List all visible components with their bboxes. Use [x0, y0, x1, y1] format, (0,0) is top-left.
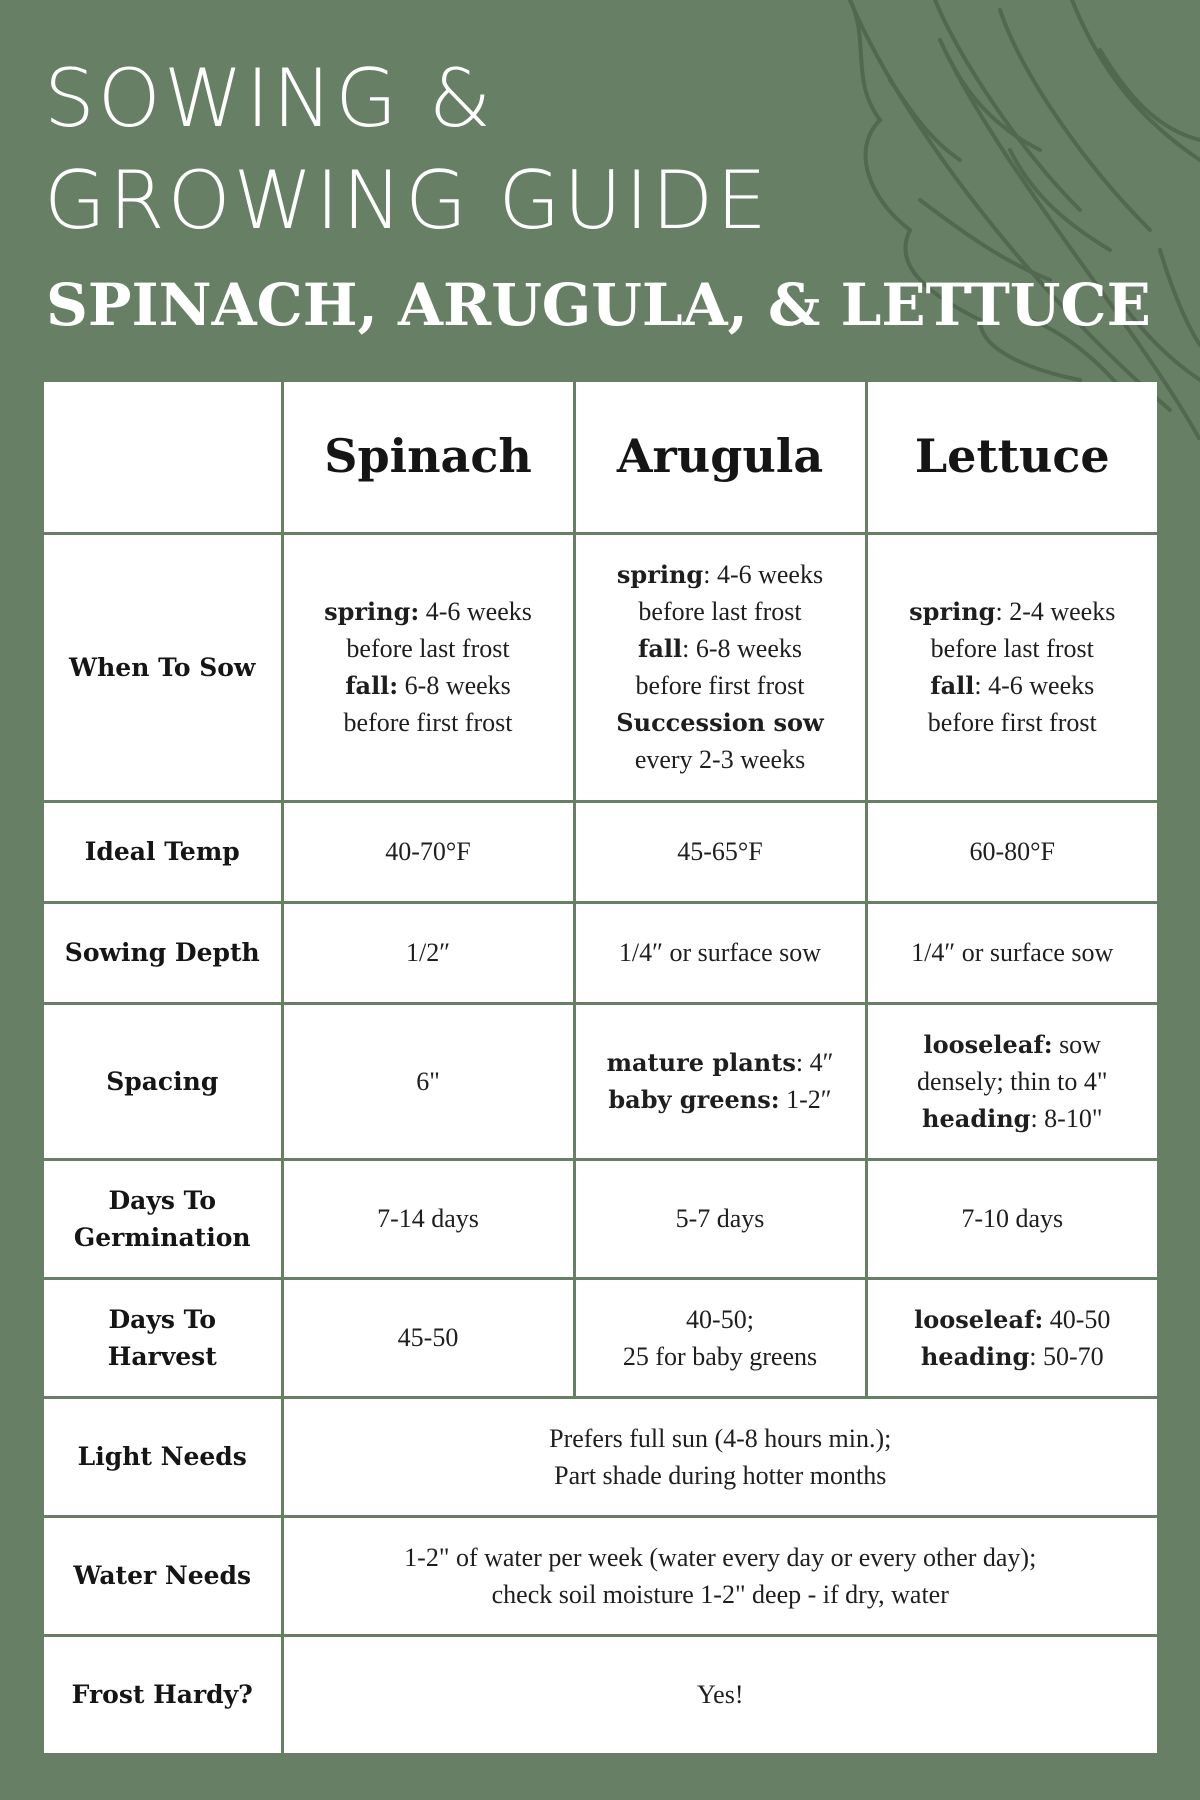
- cell-lettuce-germination: 7-10 days: [866, 1159, 1157, 1278]
- table-row: [44, 801, 1157, 902]
- table-row: [44, 1003, 1157, 1159]
- column-header-lettuce: Lettuce: [866, 382, 1157, 533]
- cell-arugula-when-to-sow: spring: 4-6 weeks before last frost fall: 6-8 weeks before first frost Succession sow every 2-3 weeks: [574, 533, 866, 801]
- table-row: [44, 533, 1157, 801]
- cell-lettuce-spacing: looseleaf: sow densely; thin to 4" heading: 8-10": [866, 1003, 1157, 1159]
- cell-arugula-harvest: 40-50; 25 for baby greens: [574, 1278, 866, 1397]
- guide-subtitle: SPINACH, ARUGULA, & LETTUCE: [46, 271, 1151, 339]
- cell-lettuce-sowing-depth: 1/4″ or surface sow: [866, 902, 1157, 1003]
- table-row: [44, 1159, 1157, 1278]
- table-row: [44, 1397, 1157, 1516]
- cell-water-needs: 1-2" of water per week (water every day or every other day); check soil moisture 1-2" deep - if dry, water: [282, 1516, 1157, 1635]
- cell-spinach-sowing-depth: 1/2″: [282, 902, 574, 1003]
- guide-title: [44, 48, 770, 252]
- cell-arugula-ideal-temp: 45-65°F: [574, 801, 866, 902]
- cell-light-needs: Prefers full sun (4-8 hours min.); Part shade during hotter months: [282, 1397, 1157, 1516]
- row-label-ideal-temp: Ideal Temp: [44, 801, 282, 902]
- row-label-sowing-depth: Sowing Depth: [44, 902, 282, 1003]
- cell-lettuce-when-to-sow: spring: 2-4 weeks before last frost fall: 4-6 weeks before first frost: [866, 533, 1157, 801]
- table-row: [44, 1516, 1157, 1635]
- row-label-frost-hardy: Frost Hardy?: [44, 1635, 282, 1753]
- table-header-row: [44, 382, 1157, 533]
- column-header-arugula: Arugula: [574, 382, 866, 533]
- title-line-2: GROWING GUIDE: [44, 154, 770, 247]
- cell-arugula-germination: 5-7 days: [574, 1159, 866, 1278]
- column-header-spinach: Spinach: [282, 382, 574, 533]
- growing-guide-table: [44, 382, 1157, 1753]
- row-label-water-needs: Water Needs: [44, 1516, 282, 1635]
- cell-arugula-sowing-depth: 1/4″ or surface sow: [574, 902, 866, 1003]
- table-row: [44, 1635, 1157, 1753]
- cell-arugula-spacing: mature plants: 4″ baby greens: 1-2″: [574, 1003, 866, 1159]
- cell-spinach-when-to-sow: spring: 4-6 weeks before last frost fall: 6-8 weeks before first frost: [282, 533, 574, 801]
- row-label-days-to-germination: Days To Germination: [44, 1159, 282, 1278]
- cell-spinach-germination: 7-14 days: [282, 1159, 574, 1278]
- cell-spinach-harvest: 45-50: [282, 1278, 574, 1397]
- cell-lettuce-harvest: looseleaf: 40-50 heading: 50-70: [866, 1278, 1157, 1397]
- cell-frost-hardy: Yes!: [282, 1635, 1157, 1753]
- corner-cell: [44, 382, 282, 533]
- table-row: [44, 902, 1157, 1003]
- row-label-days-to-harvest: Days To Harvest: [44, 1278, 282, 1397]
- cell-lettuce-ideal-temp: 60-80°F: [866, 801, 1157, 902]
- cell-spinach-ideal-temp: 40-70°F: [282, 801, 574, 902]
- title-line-1: SOWING &: [44, 52, 495, 145]
- leaf-illustration: [700, 0, 1200, 440]
- cell-spinach-spacing: 6": [282, 1003, 574, 1159]
- row-label-light-needs: Light Needs: [44, 1397, 282, 1516]
- row-label-when-to-sow: When To Sow: [44, 533, 282, 801]
- row-label-spacing: Spacing: [44, 1003, 282, 1159]
- table-row: [44, 1278, 1157, 1397]
